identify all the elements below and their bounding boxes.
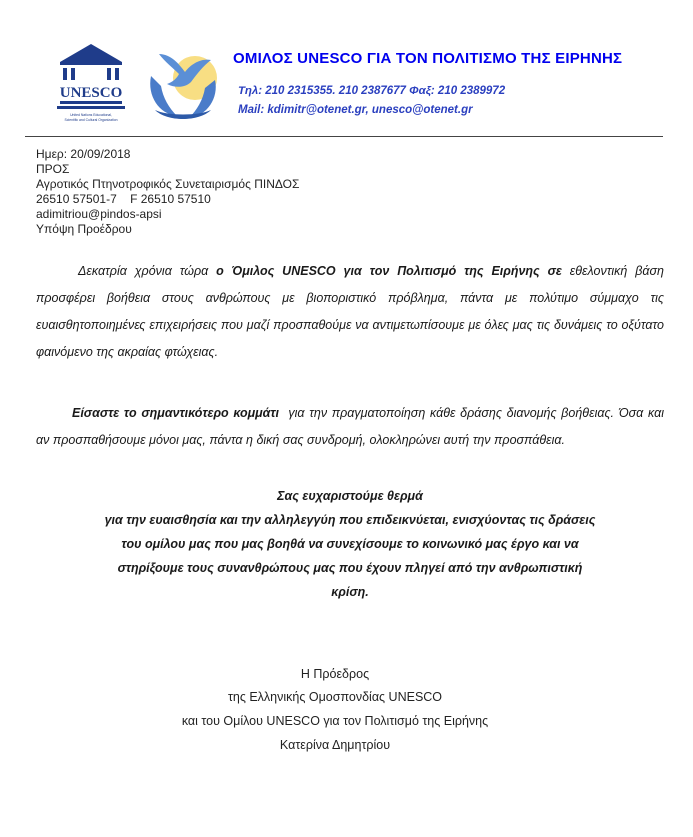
signature-title: Η Πρόεδρος: [300, 667, 370, 681]
recipient-phones: 26510 57501-7 F 26510 57510: [36, 192, 211, 206]
thanks-line-4: στηρίξουμε τους συνανθρώπους μας που έχουν πληγεί από την ανθρωπιστική: [117, 561, 583, 575]
signature-club: και του Ομίλου UNESCO για τον Πολιτισμό της Ειρήνης: [181, 714, 489, 728]
header-divider: [25, 136, 663, 137]
contact-phone-line: Τηλ: 210 2315355. 210 2387677 Φαξ: 210 2389972: [238, 85, 506, 97]
paragraph-intro-emphasis: ο Όμιλος UNESCO για τον Πολιτισμό της Ειρήνης σε: [216, 264, 562, 278]
unesco-logo: [52, 40, 130, 125]
svg-text:Scientific and Cultural Organi: Scientific and Cultural Organization: [64, 118, 118, 122]
signature-name: Κατερίνα Δημητρίου: [279, 738, 391, 752]
thanks-line-5: κρίση.: [331, 585, 369, 599]
recipient-email: adimitriou@pindos-apsi: [36, 207, 162, 221]
paragraph-intro-start: Δεκατρία χρόνια τώρα: [78, 264, 217, 278]
paragraph-importance: [36, 400, 668, 454]
paragraph-intro-rest: εθελοντική βάση προσφέρει βοήθεια στους ανθρώπους με βιοποριστικό πρόβλημα, πάντα με πολύτιμο σύμμαχο τις ευαισθητοποιημένες επιχειρήσεις που μαζί προσπαθούμε να αντιμετωπίσουμε με όλες μας τις δυνάμεις το οξύτατο φαινόμενο της ακραίας φτώχειας.: [36, 264, 664, 359]
peace-dove-logo: [145, 36, 220, 124]
recipient-to: ΠΡΟΣ: [36, 162, 70, 176]
recipient-attention: Υπόψη Προέδρου: [36, 222, 132, 236]
svg-text:United Nations Educational,: United Nations Educational,: [70, 113, 112, 117]
thanks-line-3: του ομίλου μας που μας βοηθά να συνεχίσουμε το κοινωνικό μας έργο και να: [121, 537, 579, 551]
signature-federation: της Ελληνικής Ομοσπονδίας UNESCO: [227, 690, 443, 704]
contact-mail-line: Mail: kdimitr@otenet.gr, unesco@otenet.gr: [238, 104, 473, 116]
organization-title: ΟΜΙΛΟΣ UNESCO ΓΙΑ ΤΟΝ ΠΟΛΙΤΙΣΜΟ ΤΗΣ ΕΙΡΗΝΗΣ: [233, 50, 623, 67]
paragraph-intro: [36, 258, 664, 366]
thanks-line-1: Σας ευχαριστούμε θερμά: [277, 489, 423, 503]
thanks-line-2: για την ευαισθησία και την αλληλεγγύη που επιδεικνύεται, ενισχύοντας τις δράσεις: [104, 513, 596, 527]
recipient-name: Αγροτικός Πτηνοτροφικός Συνεταιρισμός ΠΙΝΔΟΣ: [36, 177, 300, 191]
letter-date: Ημερ: 20/09/2018: [36, 147, 131, 161]
unesco-logo-wordmark: UNESCO: [59, 85, 123, 101]
paragraph-importance-rest: για την πραγματοποίηση κάθε δράσης διανομής βοήθειας. Όσα και αν προσπαθήσουμε μόνοι μας, πάντα η δική σας συνδρομή, ολοκληρώνει αυτή την προσπάθεια.: [36, 406, 668, 447]
paragraph-importance-emphasis: Είσαστε το σημαντικότερο κομμάτι: [72, 406, 279, 420]
